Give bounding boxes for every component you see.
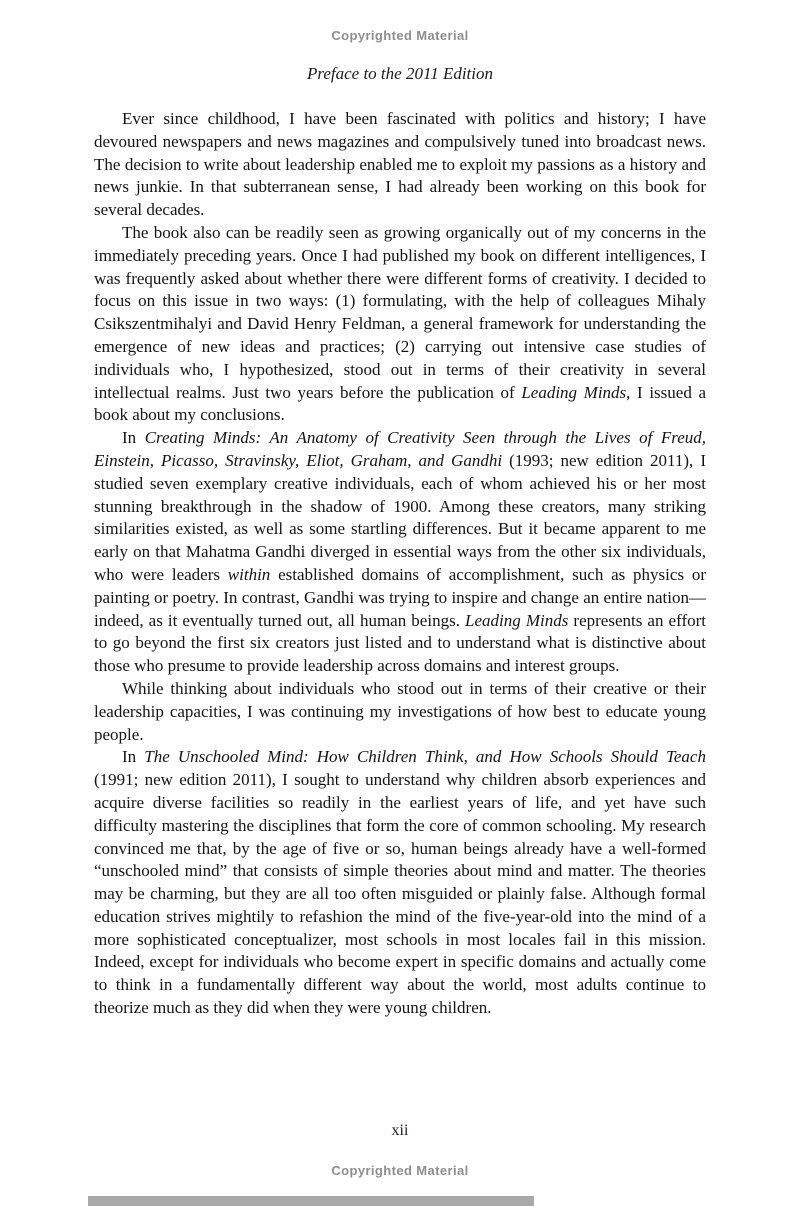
body-text-run: The book also can be readily seen as growing organically out of my concerns in the immediately preceding years. Once I had published my book on different intelligences, I was frequently asked about whether there were different forms of creativity. I decided to focus on this issue in two ways: (1) formulating, with the help of colleagues Mihaly Csikszentmihalyi and David Henry Feldman, a general framework for understanding the emergence of new ideas and practices; (2) carrying out intensive case studies of individuals who, I hypothesized, stood out in terms of their creativity in several intellectual realms. Just two years before the publication of xyxy=(94,222,706,402)
book-title-italic: Leading Minds xyxy=(465,610,569,630)
page-title: Preface to the 2011 Edition xyxy=(306,64,493,83)
paragraph xyxy=(94,108,706,222)
book-title-italic: within xyxy=(227,564,271,584)
scan-artifact-bar xyxy=(88,1196,534,1206)
body-text-run: (1991; new edition 2011), I sought to understand why children absorb experiences and acquire diverse facilities so readily in the earliest years of life, and yet have such difficulty mastering the disciplines that form the core of common schooling. My research convinced me that, by the age of five or so, human beings already have a well-formed “unschooled mind” that consists of simple theories about mind and matter. The theories may be charming, but they are all too often misguided or plainly false. Although formal education strives mightily to refashion the mind of the five-year-old into the mind of a more sophisticated conceptualizer, most schools in most locales fail in this mission. Indeed, except for individuals who become expert in specific domains and actually come to think in a fundamentally different way about the world, most adults continue to theorize much as they did when they were young children. xyxy=(94,770,706,1018)
body-text-run: In xyxy=(122,428,145,448)
paragraph xyxy=(94,427,706,678)
body-text xyxy=(94,108,706,1020)
body-text-run: , I issued a book about my conclusions. xyxy=(94,382,706,425)
paragraph xyxy=(94,222,706,427)
body-text-run: established domains of accomplishment, such as physics or painting or poetry. In contrast, Gandhi was trying to inspire and change an entire nation—indeed, as it eventually turned out, all human beings. xyxy=(94,564,707,630)
book-title-italic: The Unschooled Mind: How Children Think, and How Schools Should Teach xyxy=(144,747,706,767)
paragraph xyxy=(94,678,706,746)
page-number: xii xyxy=(391,1122,409,1139)
body-text-run: (1993; new edition 2011), I studied seven exemplary creative individuals, each of whom achieved his or her most stunning breakthrough in the shadow of 1900. Among these creators, many striking similarities existed, as well as some startling differences. But it became apparent to me early on that Mahatma Gandhi diverged in essential ways from the other six individuals, who were leaders xyxy=(94,450,706,584)
body-text-run: represents an effort to go beyond the first six creators just listed and to understand what is distinctive about those who presume to provide leadership across domains and interest groups. xyxy=(94,610,706,676)
book-title-italic: Creating Minds: An Anatomy of Creativity Seen through the Lives of Freud, Einstein, Picasso, Stravinsky, Eliot, Graham, and Gandhi xyxy=(94,428,706,470)
body-text-run: Ever since childhood, I have been fascinated with politics and history; I have devoured newspapers and news magazines and compulsively tuned into broadcast news. The decision to write about leadership enabled me to exploit my passions as a history and news junkie. In that subterranean sense, I had already been working on this book for several decades. xyxy=(94,109,706,220)
copyright-notice-bottom: Copyrighted Material xyxy=(331,1163,469,1178)
paragraph xyxy=(94,746,706,1020)
book-title-italic: Leading Minds xyxy=(521,382,627,402)
body-text-run: In xyxy=(122,747,145,767)
body-text-run: While thinking about individuals who stood out in terms of their creative or their leadership capacities, I was continuing my investigations of how best to educate young people. xyxy=(94,678,706,744)
copyright-notice-top: Copyrighted Material xyxy=(331,28,469,43)
